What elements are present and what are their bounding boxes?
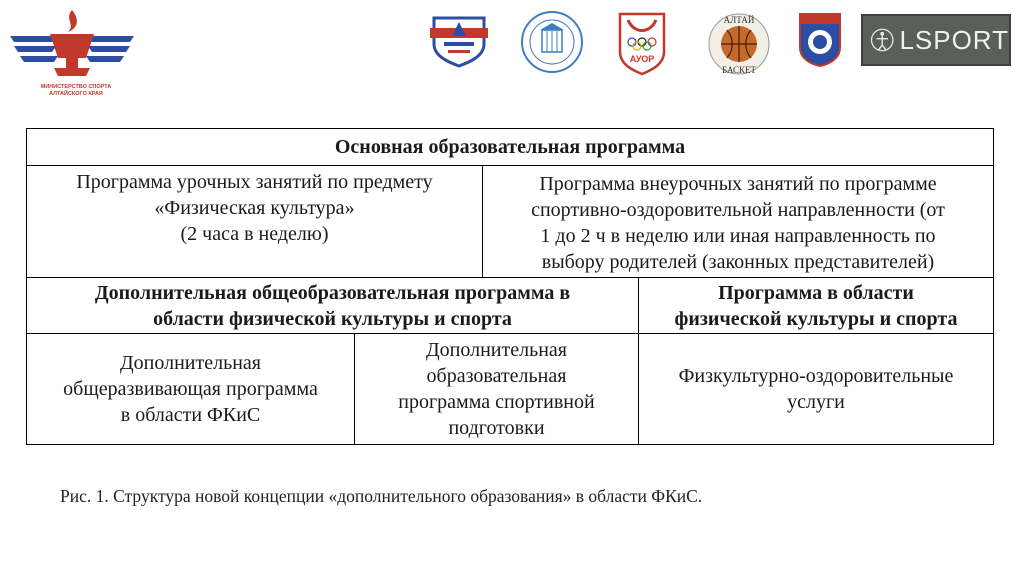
university-logo: [520, 10, 584, 79]
lesson-program-line: Программа урочных занятий по предмету: [76, 171, 433, 193]
health-services-line: услуги: [787, 391, 845, 413]
university-emblem-icon: [520, 10, 584, 74]
sport-program-line: Программа в области: [718, 281, 914, 304]
sport-program-cell: [639, 278, 993, 334]
extracurricular-program-cell: [483, 166, 993, 278]
shield-emblem-icon: [428, 10, 490, 68]
general-development-program-cell: [27, 334, 355, 444]
sport-training-line: Дополнительная: [426, 339, 567, 361]
general-development-line: в области ФКиС: [120, 404, 261, 426]
lsport-logo: [861, 14, 1011, 66]
basketball-icon: [704, 10, 774, 76]
program-structure-table: [26, 128, 994, 445]
additional-general-program-cell: [27, 278, 639, 334]
ministry-caption-line2: АЛТАЙСКОГО КРАЯ: [49, 90, 103, 97]
main-program-title: [27, 129, 993, 166]
sport-training-line: программа спортивной: [398, 391, 595, 413]
lesson-program-line: (2 часа в неделю): [180, 223, 329, 245]
auor-label: АУОР: [629, 54, 655, 64]
ministry-caption-line1: МИНИСТЕРСТВО СПОРТА: [40, 84, 112, 90]
sport-training-line: подготовки: [448, 417, 545, 439]
auor-emblem-icon: [614, 10, 670, 76]
lsport-mark-icon: [869, 18, 895, 62]
club-shield-logo: [796, 10, 844, 73]
lesson-program-cell: [27, 166, 483, 278]
auor-logo: [614, 10, 670, 81]
altai-basket-logo: [704, 10, 774, 81]
ministry-of-sport-logo: [6, 6, 138, 96]
extracurricular-program-line: выбору родителей (законных представителей): [541, 250, 935, 273]
altai-basket-top-label: АЛТАЙ: [723, 15, 755, 25]
sport-training-program-cell: [355, 334, 639, 444]
additional-general-line: области физической культуры и спорта: [153, 307, 512, 330]
sport-training-line: образовательная: [426, 365, 567, 387]
health-services-line: Физкультурно-оздоровительные: [678, 365, 954, 387]
club-emblem-icon: [796, 10, 844, 68]
ministry-caption: [16, 84, 136, 97]
main-program-title-text: Основная образовательная программа: [334, 136, 686, 158]
lesson-program-line: «Физическая культура»: [154, 197, 355, 219]
general-development-line: Дополнительная: [120, 352, 261, 374]
extracurricular-program-line: Программа внеурочных занятий по программе: [539, 172, 937, 195]
extracurricular-program-line: 1 до 2 ч в неделю или иная направленность по: [540, 224, 936, 247]
sport-program-line: физической культуры и спорта: [674, 307, 958, 330]
figure-caption: Рис. 1. Структура новой концепции «дополнительного образования» в области ФКиС.: [60, 486, 703, 506]
shield-logo: [428, 10, 490, 73]
additional-general-line: Дополнительная общеобразовательная программа в: [94, 281, 571, 304]
extracurricular-program-line: спортивно-оздоровительной направленности (от: [531, 198, 945, 221]
lsport-wordmark: LSPORT: [899, 24, 1009, 55]
general-development-line: общеразвивающая программа: [63, 378, 318, 400]
ministry-emblem-icon: [6, 6, 138, 86]
health-services-cell: [639, 334, 993, 444]
altai-basket-bottom-label: БАСКЕТ: [721, 65, 757, 75]
